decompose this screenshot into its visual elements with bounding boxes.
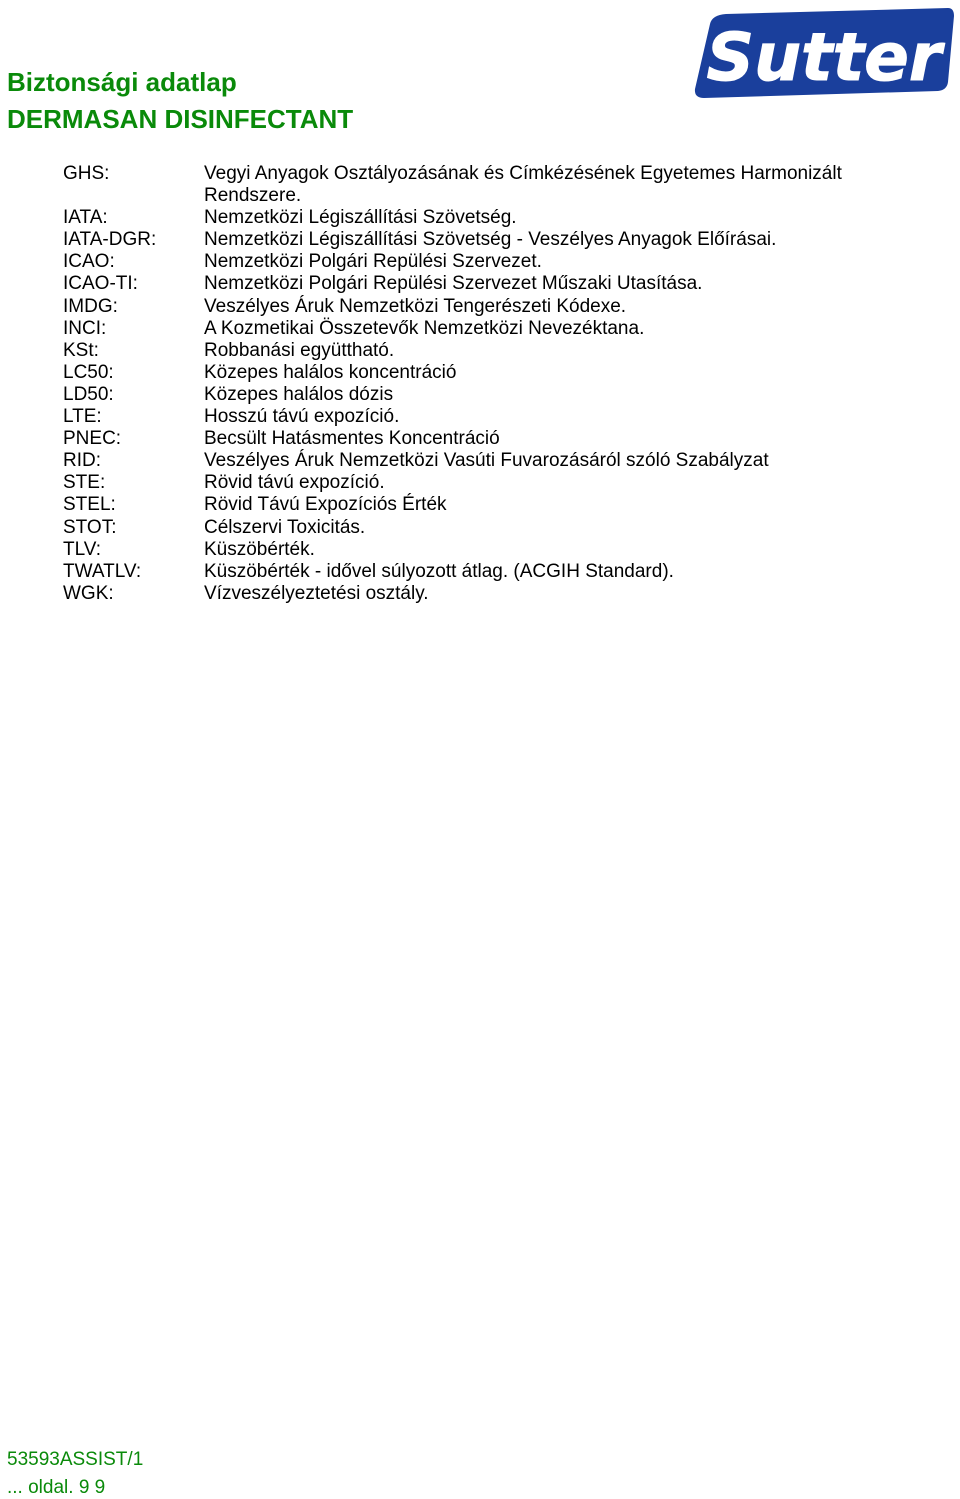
abbreviation-definition: A Kozmetikai Összetevők Nemzetközi Nevezéktana. [204, 317, 645, 339]
abbreviation-definition: Rövid Távú Expozíciós Érték [204, 494, 447, 516]
abbreviation-term: IATA-DGR: [63, 229, 157, 251]
abbreviation-definition: Vízveszélyeztetési osztály. [204, 582, 429, 604]
abbreviation-row [63, 583, 923, 605]
abbreviation-term: IATA: [63, 207, 108, 229]
abbreviation-term: STEL: [63, 494, 116, 516]
abbreviation-definition: Nemzetközi Polgári Repülési Szervezet Műszaki Utasítása. [204, 273, 703, 295]
abbreviation-row [63, 450, 923, 472]
abbreviation-row [63, 273, 923, 295]
abbreviation-definition: Küszöbérték - idővel súlyozott átlag. (ACGIH Standard). [204, 560, 674, 582]
abbreviation-term: ICAO-TI: [63, 273, 138, 295]
abbreviation-definition: Robbanási együttható. [204, 339, 395, 361]
abbreviation-row [63, 428, 923, 450]
abbreviation-row [63, 340, 923, 362]
abbreviation-row [63, 362, 923, 384]
abbreviation-row [63, 163, 923, 207]
abbreviation-definition: Rövid távú expozíció. [204, 472, 385, 494]
product-name: DERMASAN DISINFECTANT [7, 104, 354, 134]
abbreviation-definition: Nemzetközi Polgári Repülési Szervezet. [204, 251, 542, 273]
abbreviation-row [63, 472, 923, 494]
abbreviation-term: KSt: [63, 339, 99, 361]
abbreviation-term: STOT: [63, 516, 117, 538]
abbreviation-row [63, 296, 923, 318]
abbreviation-row [63, 207, 923, 229]
document-title: Biztonsági adatlap [7, 67, 237, 97]
abbreviation-term: IMDG: [63, 295, 118, 317]
abbreviation-term: WGK: [63, 582, 114, 604]
abbreviation-definition: Célszervi Toxicitás. [204, 516, 366, 538]
abbreviation-list [63, 163, 923, 605]
abbreviation-term: RID: [63, 450, 101, 472]
abbreviation-definition: Nemzetközi Légiszállítási Szövetség - Veszélyes Anyagok Előírásai. [204, 229, 777, 251]
sutter-logo [686, 4, 958, 102]
document-code: 53593ASSIST/1 [7, 1449, 144, 1470]
abbreviation-row [63, 494, 923, 516]
abbreviation-definition: Közepes halálos koncentráció [204, 361, 457, 383]
abbreviation-term: PNEC: [63, 428, 122, 450]
abbreviation-term: ICAO: [63, 251, 115, 273]
page-number: ... oldal. 9 9 [7, 1477, 106, 1498]
abbreviation-term: LC50: [63, 361, 114, 383]
abbreviation-definition: Küszöbérték. [204, 538, 315, 560]
abbreviation-definition: Veszélyes Áruk Nemzetközi Vasúti Fuvarozásáról szóló Szabályzat [204, 450, 769, 472]
abbreviation-definition: Becsült Hatásmentes Koncentráció [204, 428, 500, 450]
abbreviation-definition: Veszélyes Áruk Nemzetközi Tengerészeti Kódexe. [204, 295, 627, 317]
abbreviation-row [63, 318, 923, 340]
abbreviation-row [63, 384, 923, 406]
abbreviation-term: TWATLV: [63, 560, 142, 582]
abbreviation-row [63, 517, 923, 539]
abbreviation-row [63, 561, 923, 583]
abbreviation-term: INCI: [63, 317, 107, 339]
abbreviation-row [63, 251, 923, 273]
abbreviation-term: TLV: [63, 538, 102, 560]
abbreviation-row [63, 406, 923, 428]
abbreviation-row [63, 539, 923, 561]
abbreviation-term: STE: [63, 472, 106, 494]
abbreviation-term: GHS: [63, 163, 110, 184]
abbreviation-term: LTE: [63, 406, 102, 428]
abbreviation-row [63, 229, 923, 251]
logo-wordmark: Sutter [706, 19, 942, 96]
abbreviation-definition: Nemzetközi Légiszállítási Szövetség. [204, 207, 517, 229]
abbreviation-definition: Hosszú távú expozíció. [204, 406, 400, 428]
abbreviation-definition: Vegyi Anyagok Osztályozásának és Címkézésének Egyetemes Harmonizált Rendszere. [204, 163, 842, 207]
abbreviation-term: LD50: [63, 383, 114, 405]
abbreviation-definition: Közepes halálos dózis [204, 383, 394, 405]
